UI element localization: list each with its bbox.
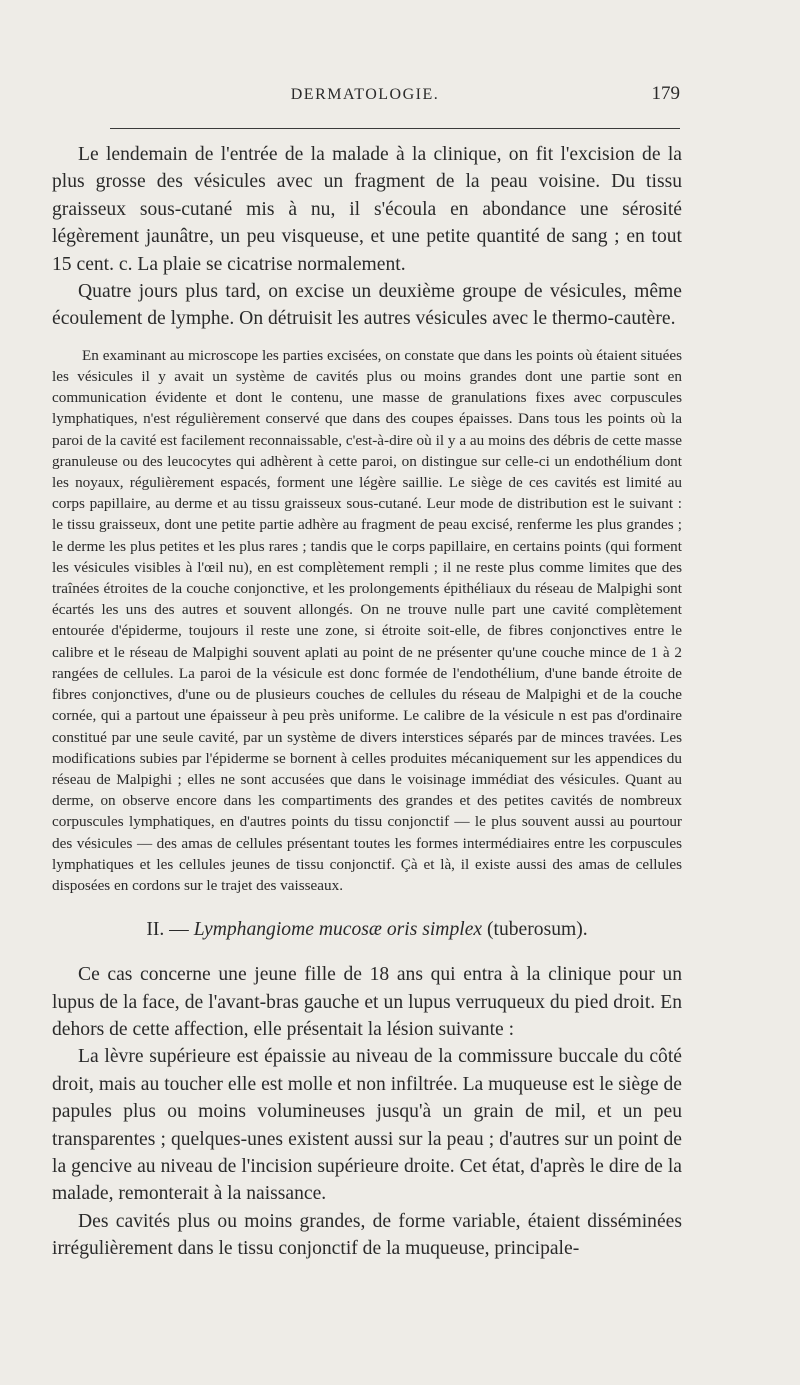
- running-title: DERMATOLOGIE.: [290, 86, 440, 103]
- section-heading: [52, 916, 682, 943]
- page-body: [52, 141, 682, 1263]
- paragraph-microscopy: En examinant au microscope les parties excisées, on constate que dans les points où étaient situées les vésicules il y avait un système de cavités plus ou moins grandes dont une partie sont en communication évidente et dont le contenu, une masse de granulations fixes avec corpuscules lymphatiques, n'est régulièrement conservé que dans des coupes épaisses. Dans tous les points où la paroi de la cavité est facilement reconnaissable, c'est-à-dire où il y a au moins des débris de cette masse granuleuse ou des leucocytes qui adhèrent à cette paroi, on distingue sur celle-ci un endothélium dont les noyaux, régulièrement espacés, forment une légère saillie. Le siège de ces cavités est limité au corps papillaire, au derme et au tissu graisseux sous-cutané. Leur mode de distribution est le suivant : le tissu graisseux, dont une petite partie adhère au fragment de peau excisé, renferme les plus grandes ; le derme les plus petites et les plus rares ; tandis que le corps papillaire, en certains points (qui forment les vésicules visibles à l'œil nu), en est complètement rempli ; il ne reste plus comme limites que des traînées étroites de la couche conjonctive, et les prolongements épithéliaux du réseau de Malpighi sont écartés les uns des autres et souvent allongés. On ne trouve nulle part une cavité complètement entourée d'épiderme, toujours il reste une zone, si étroite soit-elle, de fibres conjonctives entre le calibre et le réseau de Malpighi souvent aplati au point de ne présenter qu'une couche mince de 1 à 2 rangées de cellules. La paroi de la vésicule est donc formée de l'endothélium, d'une bande étroite de fibres conjonctives, d'une ou de plusieurs couches de cellules du réseau de Malpighi et de la couche cornée, qui a partout une épaisseur à peu près uniforme. Le calibre de la vésicule n est pas d'ordinaire constitué par une seule cavité, par un système de divers interstices séparés par de minces travées. Les modifications subies par l'épiderme se bornent à celles produites mécaniquement sur les appendices du réseau de Malpighi ; elles ne sont accusées que dans le voisinage immédiat des vésicules. Quant au derme, on observe encore dans les compartiments des grandes et des petites cavités de nombreux corpuscules lymphatiques, en d'autres points du tissu conjonctif — le plus souvent aussi au pourtour des vésicules — des amas de cellules présentant toutes les formes intermédiaires entre les corpuscules lymphatiques et les cellules jeunes de tissu conjonctif. Çà et là, il existe aussi des amas de cellules disposées en cordons sur le trajet des vaisseaux.: [52, 346, 682, 894]
- section-title: Lymphangiome mucosæ oris simplex: [193, 919, 483, 941]
- section-number: II. —: [146, 919, 189, 941]
- page-number: 179: [651, 83, 680, 104]
- section-qualifier: (tuberosum).: [487, 919, 588, 941]
- paragraph-excision: Le lendemain de l'entrée de la malade à la clinique, on fit l'excision de la plus grosse des vésicules avec un fragment de la peau voisine. Du tissu graisseux sous-cutané mis à nu, il s'écoula en abondance une sérosité légèrement jaunâtre, un peu visqueuse, et une petite quantité de sang ; en tout 15 cent. c. La plaie se cicatrise normalement.: [52, 144, 682, 275]
- page-header: [50, 83, 680, 116]
- paragraph-second-excision: Quatre jours plus tard, on excise un deuxième groupe de vésicules, même écoulement de lymphe. On détruisit les autres vésicules avec le thermo-cautère.: [52, 281, 682, 330]
- paragraph-case: Ce cas concerne une jeune fille de 18 ans qui entra à la clinique pour un lupus de la face, de l'avant-bras gauche et un lupus verruqueux du pied droit. En dehors de cette affection, elle présentait la lésion suivante :: [52, 964, 682, 1040]
- header-rule: [110, 128, 680, 129]
- paragraph-cavities: Des cavités plus ou moins grandes, de forme variable, étaient disséminées irrégulièrement dans le tissu conjonctif de la muqueuse, principale-: [52, 1210, 682, 1260]
- paragraph-lip: La lèvre supérieure est épaissie au niveau de la commissure buccale du côté droit, mais au toucher elle est molle et non infiltrée. La muqueuse est le siège de papules plus ou moins volumineuses jusqu'à un grain de mil, et un peu transparentes ; quelques-unes existent aussi sur la peau ; d'autres sur un point de la gencive au niveau de l'incision supérieure droite. Cet état, d'après le dire de la malade, remonterait à la naissance.: [52, 1046, 682, 1205]
